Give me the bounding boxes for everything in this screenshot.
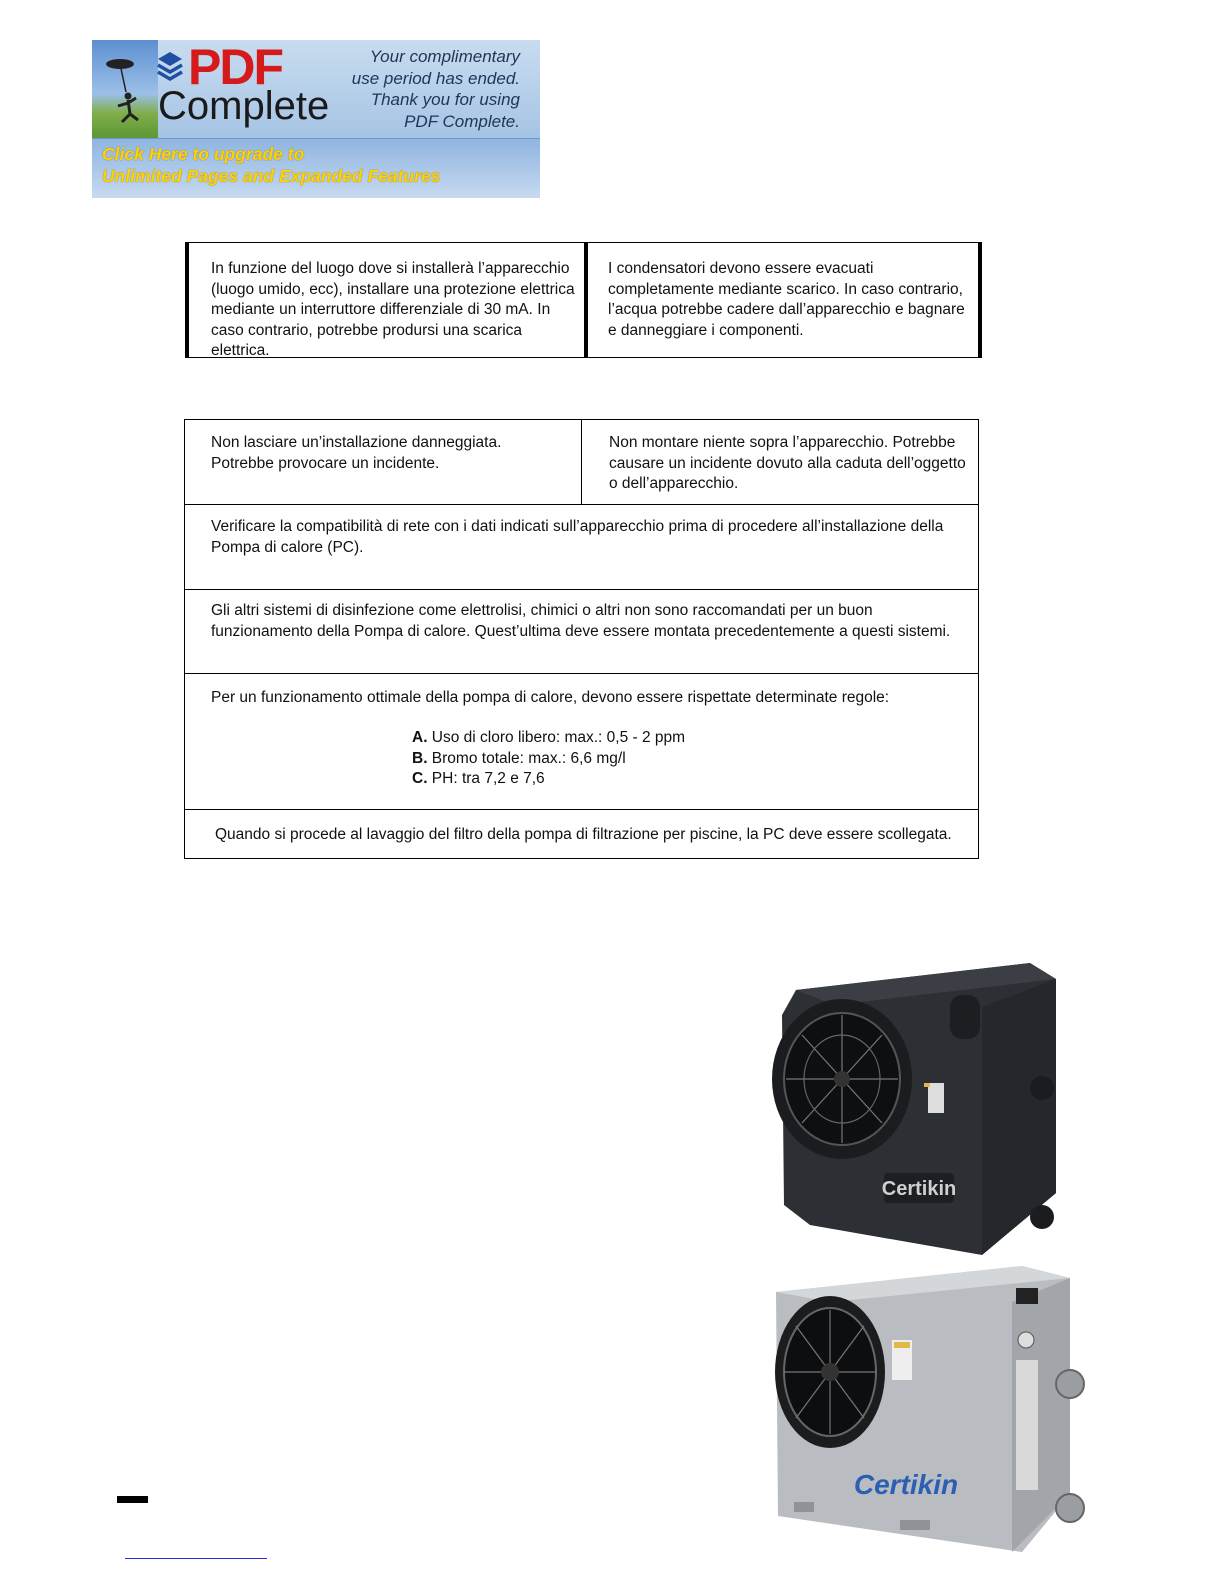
text-line: Non montare niente sopra l’apparecchio. Potrebbe (609, 434, 956, 451)
banner-message-line: Thank you for using (370, 90, 520, 109)
upgrade-link[interactable] (102, 143, 440, 187)
brand-label: Certikin (881, 1178, 957, 1200)
text-line: causare un incidente dovuto alla caduta dell’oggetto (609, 454, 966, 472)
row-divider (185, 504, 978, 505)
text-line: o dell’apparecchio. (609, 475, 739, 492)
text-line: funzionamento della Pompa di calore. Quest’ultima deve essere montata precedentemente a questi sistemi. (211, 622, 951, 640)
text-line: e danneggiare i componenti. (608, 321, 804, 339)
text-line: (luogo umido, ecc), installare una protezione elettrica (211, 280, 575, 298)
row-divider (185, 589, 978, 590)
list-text: Uso di cloro libero: max.: 0,5 - 2 ppm (427, 729, 686, 746)
list-text: Bromo totale: max.: 6,6 mg/l (427, 749, 626, 767)
list-letter: A. (412, 729, 428, 746)
table-divider (584, 243, 588, 357)
banner-message (352, 46, 520, 132)
text-line: mediante un interruttore differenziale di 30 mA. In (211, 301, 551, 318)
banner-message-line: use period has ended. (351, 68, 520, 88)
table2-row4-intro: Per un funzionamento ottimale della pompa di calore, devono essere rispettate determinate regole: (211, 689, 890, 706)
upgrade-link-line[interactable]: Unlimited Pages and Expanded Features (102, 166, 441, 186)
table1-left-cell (211, 259, 581, 362)
text-line: Gli altri sistemi di disinfezione come elettrolisi, chimici o altri non sono raccomandati per un buon (211, 602, 873, 619)
upgrade-banner[interactable] (92, 40, 540, 198)
banner-message-line: Your complimentary (369, 47, 520, 66)
table2-row2 (211, 517, 971, 558)
page-number-mark (117, 1496, 148, 1503)
text-line: Potrebbe provocare un incidente. (211, 454, 440, 472)
banner-message-line: PDF Complete. (404, 111, 520, 131)
text-line: completamente mediante scarico. In caso contrario, (608, 280, 963, 298)
banner-photo (92, 40, 158, 138)
row-divider (185, 809, 978, 810)
warning-table-2 (184, 419, 979, 859)
jumping-person-icon (100, 48, 150, 138)
logo-complete-text: Complete (158, 84, 330, 128)
list-text: PH: tra 7,2 e 7,6 (427, 770, 545, 787)
list-item (412, 749, 832, 770)
text-line: Verificare la compatibilità di rete con i dati indicati sull’apparecchio prima di procedere all’installazione della (211, 518, 944, 535)
logo-pdf-text: PDF (188, 40, 282, 95)
list-item (412, 769, 832, 790)
table2-row1-left (211, 433, 571, 474)
layers-icon (156, 50, 184, 84)
warning-table-1 (185, 242, 982, 358)
text-line: l’acqua potrebbe cadere dall’apparecchio e bagnare (608, 301, 965, 318)
heat-pump-silver-image (770, 1262, 1086, 1554)
table2-row5: Quando si procede al lavaggio del filtro della pompa di filtrazione per piscine, la PC deve essere scollegata. (215, 826, 952, 843)
text-line: caso contrario, potrebbe prodursi una scarica elettrica. (211, 321, 523, 359)
table-divider (581, 420, 582, 505)
table2-row3 (211, 601, 971, 642)
footer-link-underline (125, 1558, 267, 1559)
list-item (412, 728, 832, 749)
list-letter: B. (412, 749, 428, 767)
text-line: Pompa di calore (PC). (211, 538, 364, 556)
text-line: In funzione del luogo dove si installerà l’apparecchio (211, 260, 570, 277)
upgrade-link-area[interactable] (92, 138, 540, 198)
text-line: I condensatori devono essere evacuati (608, 260, 874, 277)
list-letter: C. (412, 770, 428, 787)
upgrade-link-line[interactable]: Click Here to upgrade to (102, 144, 305, 164)
table1-right-cell (608, 259, 978, 341)
text-line: Non lasciare un’installazione danneggiata. (211, 434, 502, 451)
table2-row1-right (609, 433, 969, 495)
heat-pump-dark-image (770, 955, 1062, 1255)
row-divider (185, 673, 978, 674)
brand-label: Certikin (853, 1469, 959, 1500)
water-rules-list (412, 728, 832, 790)
